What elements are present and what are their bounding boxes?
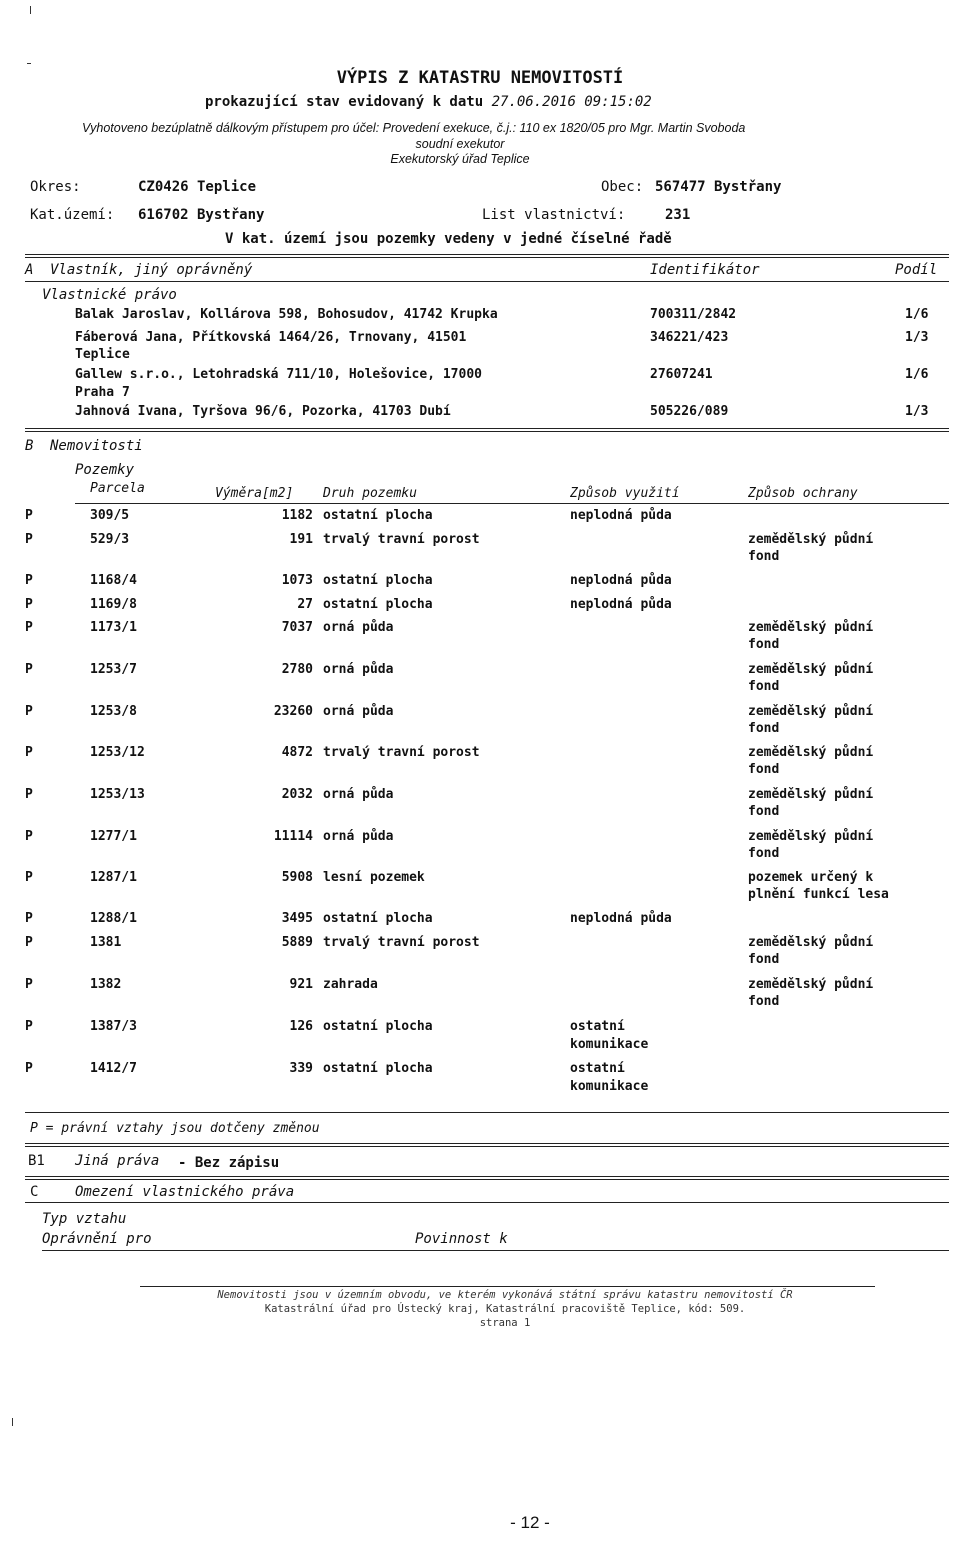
parcel-number: 1169/8 <box>90 597 137 612</box>
parcel-land-type: ostatní plocha <box>323 1019 433 1034</box>
legend-rule <box>25 1112 949 1113</box>
parcel-number: 1253/7 <box>90 662 137 677</box>
parcel-number: 1253/12 <box>90 745 145 760</box>
parcel-protection-cont: fond <box>748 846 780 861</box>
bailiff-office: Exekutorský úřad Teplice <box>390 152 530 166</box>
parcel-land-type: orná půda <box>323 704 394 719</box>
parcel-area: 191 <box>289 532 313 547</box>
owner-identifier: 346221/423 <box>650 330 729 345</box>
document-title: VÝPIS Z KATASTRU NEMOVITOSTÍ <box>336 68 624 88</box>
parcel-land-type: ostatní plocha <box>323 508 433 523</box>
owner-identifier: 505226/089 <box>650 404 729 419</box>
parcel-land-type: orná půda <box>323 662 394 677</box>
document-subtitle <box>205 94 652 110</box>
legend-note: P = právní vztahy jsou dotčeny změnou <box>30 1121 320 1136</box>
parcel-number: 529/3 <box>90 532 130 547</box>
parcel-flag: P <box>25 1019 33 1034</box>
parcel-number: 1412/7 <box>90 1061 137 1076</box>
col-identifikator: Identifikátor <box>650 262 760 278</box>
parcel-area: 4872 <box>281 745 313 760</box>
owner-identifier: 27607241 <box>650 367 713 382</box>
okres-value: CZ0426 Teplice <box>138 179 257 195</box>
owner-share: 1/3 <box>905 404 929 419</box>
section-b1-heading: Jiná práva <box>75 1153 160 1169</box>
parcel-flag: P <box>25 870 33 885</box>
parcel-flag: P <box>25 829 33 844</box>
owner-name-cont: Praha 7 <box>75 385 130 400</box>
parcel-area: 126 <box>289 1019 313 1034</box>
owner-name: Fáberová Jana, Přítkovská 1464/26, Trnovany, 41501 <box>75 330 467 345</box>
parcel-number: 1168/4 <box>90 573 137 588</box>
parcel-usage-cont: komunikace <box>570 1079 649 1094</box>
col-druh: Druh pozemku <box>323 486 417 501</box>
parcel-protection-cont: fond <box>748 637 780 652</box>
parcel-protection: zemědělský půdní <box>748 620 874 635</box>
povinnost-label: Povinnost k <box>415 1231 508 1247</box>
parcel-usage-cont: komunikace <box>570 1037 649 1052</box>
parcel-flag: P <box>25 977 33 992</box>
parcel-usage: ostatní <box>570 1061 625 1076</box>
section-b1-value: - Bez zápisu <box>178 1155 280 1171</box>
obec-value: 567477 Bystřany <box>655 179 782 195</box>
owner-name: Jahnová Ivana, Tyršova 96/6, Pozorka, 41703 Dubí <box>75 404 451 419</box>
parcel-flag: P <box>25 745 33 760</box>
parcel-area: 5889 <box>281 935 313 950</box>
parcel-protection-cont: fond <box>748 762 780 777</box>
parcel-protection: zemědělský půdní <box>748 532 874 547</box>
col-ochrana: Způsob ochrany <box>748 486 858 501</box>
section-a-rule <box>25 254 949 258</box>
footer-line-2: Katastrální úřad pro Ústecký kraj, Katastrální pracoviště Teplice, kód: 509. <box>264 1303 746 1315</box>
parcel-number: 1173/1 <box>90 620 137 635</box>
parcel-protection: zemědělský půdní <box>748 662 874 677</box>
parcel-area: 2032 <box>281 787 313 802</box>
owner-identifier: 700311/2842 <box>650 307 737 322</box>
parcel-protection: zemědělský půdní <box>748 787 874 802</box>
katuzemi-label: Kat.území: <box>30 207 115 223</box>
scan-mark <box>12 1418 13 1426</box>
parcel-land-type: zahrada <box>323 977 378 992</box>
parcel-usage: neplodná půda <box>570 573 672 588</box>
section-a-letter: A <box>25 262 34 278</box>
parcel-area: 1182 <box>281 508 313 523</box>
parcel-land-type: trvalý travní porost <box>323 935 480 950</box>
parcel-area: 3495 <box>281 911 313 926</box>
parcel-protection: zemědělský půdní <box>748 977 874 992</box>
parcel-number: 1253/8 <box>90 704 137 719</box>
footer-line-1: Nemovitosti jsou v územním obvodu, ve kterém vykonává státní správu katastru nemovitostí ČR <box>217 1289 793 1301</box>
parcel-flag: P <box>25 597 33 612</box>
section-c-heading: Omezení vlastnického práva <box>75 1184 295 1200</box>
col-parcela: Parcela <box>90 481 145 496</box>
parcel-area: 11114 <box>273 829 313 844</box>
parcel-protection: pozemek určený k <box>748 870 874 885</box>
parcel-number: 309/5 <box>90 508 130 523</box>
parcel-land-type: ostatní plocha <box>323 1061 433 1076</box>
parcel-area: 2780 <box>281 662 313 677</box>
parcel-number: 1253/13 <box>90 787 145 802</box>
footer-page-label: strana 1 <box>479 1317 531 1329</box>
lv-value: 231 <box>665 207 691 223</box>
parcel-usage: neplodná půda <box>570 911 672 926</box>
parcel-land-type: lesní pozemek <box>323 870 425 885</box>
owner-name: Balak Jaroslav, Kollárova 598, Bohosudov, 41742 Krupka <box>75 307 498 322</box>
obec-label: Obec: <box>601 179 644 195</box>
parcel-flag: P <box>25 935 33 950</box>
parcel-land-type: orná půda <box>323 829 394 844</box>
parcel-area: 7037 <box>281 620 313 635</box>
parcel-protection: zemědělský půdní <box>748 704 874 719</box>
lv-label: List vlastnictví: <box>482 207 626 223</box>
parcel-land-type: ostatní plocha <box>323 597 433 612</box>
parcel-protection: zemědělský půdní <box>748 935 874 950</box>
parcel-protection-cont: fond <box>748 549 780 564</box>
parcel-area: 23260 <box>273 704 313 719</box>
owner-name-cont: Teplice <box>75 347 130 362</box>
parcel-number: 1387/3 <box>90 1019 137 1034</box>
parcel-area: 5908 <box>281 870 313 885</box>
col-vymera: Výměra[m2] <box>215 486 294 501</box>
scan-mark <box>30 6 31 14</box>
parcel-protection-cont: fond <box>748 804 780 819</box>
parcel-protection-cont: fond <box>748 994 780 1009</box>
section-c-subrule <box>25 1202 949 1203</box>
parcel-usage: ostatní <box>570 1019 625 1034</box>
col-podil: Podíl <box>895 262 938 278</box>
scan-mark <box>27 63 31 64</box>
parcel-flag: P <box>25 911 33 926</box>
subtitle-date: 27.06.2016 09:15:02 <box>491 94 652 110</box>
section-b1-letter: B1 <box>28 1153 45 1169</box>
section-b-letter: B <box>25 438 34 454</box>
owner-name: Gallew s.r.o., Letohradská 711/10, Holešovice, 17000 <box>75 367 482 382</box>
parcel-flag: P <box>25 662 33 677</box>
parcel-area: 1073 <box>281 573 313 588</box>
section-b1-rule <box>25 1143 949 1147</box>
okres-label: Okres: <box>30 179 81 195</box>
page-number: - 12 - <box>510 1513 550 1532</box>
parcel-protection: zemědělský půdní <box>748 745 874 760</box>
parcel-flag: P <box>25 532 33 547</box>
parcel-flag: P <box>25 787 33 802</box>
purpose-line: Vyhotoveno bezúplatně dálkovým přístupem pro účel: Provedení exekuce, č.j.: 110 ex 1820/05 pro Mgr. Martin Svoboda <box>82 121 746 135</box>
col-vyuziti: Způsob využití <box>570 486 680 501</box>
parcel-land-type: ostatní plocha <box>323 911 433 926</box>
section-b-rule <box>25 428 949 432</box>
parcel-protection-cont: fond <box>748 679 780 694</box>
katuzemi-value: 616702 Bystřany <box>138 207 265 223</box>
footer-rule <box>140 1286 875 1287</box>
section-c-letter: C <box>30 1184 39 1200</box>
parcel-area: 27 <box>297 597 313 612</box>
pozemky-subheading: Pozemky <box>75 462 135 478</box>
parcel-protection-cont: plnění funkcí lesa <box>748 887 889 902</box>
parcel-land-type: trvalý travní porost <box>323 532 480 547</box>
parcel-area: 339 <box>289 1061 313 1076</box>
parcel-number: 1287/1 <box>90 870 137 885</box>
parcel-header-rule <box>75 503 949 504</box>
parcel-flag: P <box>25 573 33 588</box>
typ-vztahu-label: Typ vztahu <box>42 1211 127 1227</box>
parcel-land-type: orná půda <box>323 787 394 802</box>
parcel-flag: P <box>25 620 33 635</box>
owner-share: 1/6 <box>905 307 929 322</box>
parcel-area: 921 <box>289 977 313 992</box>
parcel-land-type: ostatní plocha <box>323 573 433 588</box>
parcel-number: 1382 <box>90 977 122 992</box>
bailiff-role: soudní exekutor <box>415 137 505 151</box>
parcel-number: 1288/1 <box>90 911 137 926</box>
parcel-flag: P <box>25 508 33 523</box>
parcel-land-type: orná půda <box>323 620 394 635</box>
section-c-bottom-rule <box>42 1250 949 1251</box>
owner-share: 1/3 <box>905 330 929 345</box>
section-b-heading: Nemovitosti <box>50 438 143 454</box>
subtitle-prefix: prokazující stav evidovaný k datu <box>205 94 484 110</box>
parcel-usage: neplodná půda <box>570 508 672 523</box>
parcel-flag: P <box>25 1061 33 1076</box>
parcel-land-type: trvalý travní porost <box>323 745 480 760</box>
owner-share: 1/6 <box>905 367 929 382</box>
parcel-number: 1381 <box>90 935 122 950</box>
parcel-usage: neplodná půda <box>570 597 672 612</box>
parcel-number: 1277/1 <box>90 829 137 844</box>
numbering-note: V kat. území jsou pozemky vedeny v jedné číselné řadě <box>225 231 672 247</box>
opravneni-label: Oprávnění pro <box>42 1231 152 1247</box>
parcel-protection-cont: fond <box>748 952 780 967</box>
parcel-flag: P <box>25 704 33 719</box>
section-c-rule <box>25 1176 949 1180</box>
ownership-subheading: Vlastnické právo <box>42 287 177 303</box>
section-a-header-rule <box>25 281 949 282</box>
parcel-protection: zemědělský půdní <box>748 829 874 844</box>
section-a-heading: Vlastník, jiný oprávněný <box>50 262 253 278</box>
parcel-protection-cont: fond <box>748 721 780 736</box>
